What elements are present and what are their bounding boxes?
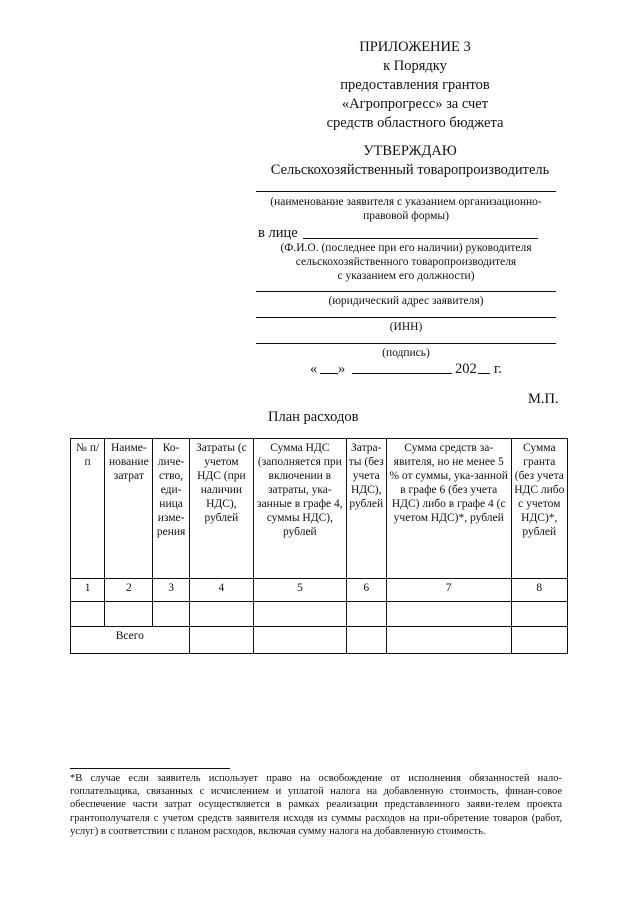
sign-caption: (подпись): [382, 347, 430, 359]
total-cell[interactable]: [189, 627, 253, 654]
table-header-row: [71, 439, 568, 579]
stamp-mark: М.П.: [528, 391, 559, 407]
address-caption: (юридический адрес заявителя): [328, 295, 484, 307]
header-quantity: Ко-личе-ство, еди-ница изме-рения: [153, 439, 189, 579]
header-grant-amount: Сумма гранта (без учета НДС либо с учетом НДС)*, рублей: [511, 439, 567, 579]
table-cell[interactable]: [105, 602, 153, 627]
appendix-title: ПРИЛОЖЕНИЕ 3: [359, 39, 471, 55]
total-cell[interactable]: [511, 627, 567, 654]
name-caption: (наименование заявителя с указанием организационно-правовой формы): [270, 196, 542, 222]
header-vat-amount: Сумма НДС (заполняется при включении в затраты, ука-занные в графе 4, суммы НДС), рублей: [254, 439, 347, 579]
name-line: [256, 191, 556, 192]
table-cell[interactable]: [346, 602, 386, 627]
footnote-text: *В случае если заявитель использует право на освобождение от исполнения обязанностей нало-гоплательщика, связанных с исчислением и уплатой налога на добавленную стоимость, финан-совое обеспечение части затрат осуществляется в рамках реализации представленного заяви-телем проекта грантополучателя с учетом средств заявителя исходя из суммы расходов на при-обретение товаров (работ, услуг) в соответствии с планом расходов, включая сумму налога на добавленную стоимость.: [70, 773, 562, 837]
table-cell[interactable]: [189, 602, 253, 627]
appendix-block: [300, 38, 530, 133]
header-costs-without-vat: Затра-ты (без учета НДС), рублей: [346, 439, 386, 579]
column-number: 5: [254, 579, 347, 602]
approve-who: Сельскохозяйственный товаропроизводитель: [270, 162, 550, 178]
address-line: [256, 291, 556, 292]
header-costs-with-vat: Затраты (с учетом НДС (при наличии НДС), рублей: [189, 439, 253, 579]
date-close-quote: »: [338, 361, 346, 377]
date-month-line: [352, 373, 452, 374]
total-cell[interactable]: [386, 627, 511, 654]
footnote-separator: [70, 768, 230, 769]
column-number: 8: [511, 579, 567, 602]
total-row: [71, 627, 568, 654]
column-number: 1: [71, 579, 105, 602]
fio-caption-line: с указанием его должности): [337, 270, 475, 282]
date-open-quote: «: [310, 361, 318, 377]
fio-caption-line: (Ф.И.О. (последнее при его наличии) руководителя: [280, 242, 532, 254]
table-row: [71, 602, 568, 627]
appendix-line: к Порядку: [383, 58, 447, 74]
fio-caption-line: сельскохозяйственного товаропроизводителя: [295, 256, 517, 268]
approve-title: УТВЕРЖДАЮ: [363, 143, 457, 159]
table-cell[interactable]: [71, 602, 105, 627]
inn-caption: (ИНН): [389, 321, 423, 333]
date-year-suffix: г.: [494, 361, 502, 377]
appendix-line: «Агропрогресс» за счет: [341, 96, 489, 112]
total-cell[interactable]: [346, 627, 386, 654]
expense-plan-table: [70, 438, 568, 654]
column-number: 6: [346, 579, 386, 602]
total-cell[interactable]: [254, 627, 347, 654]
approve-block: [250, 142, 570, 180]
fio-caption: [256, 241, 556, 283]
date-day-line: [320, 373, 338, 374]
column-number: 3: [153, 579, 189, 602]
header-cost-name: Наиме-нование затрат: [105, 439, 153, 579]
column-number: 2: [105, 579, 153, 602]
appendix-line: средств областного бюджета: [326, 115, 504, 131]
total-label: Всего: [71, 627, 190, 654]
column-number: 7: [386, 579, 511, 602]
table-cell[interactable]: [254, 602, 347, 627]
sign-line: [256, 343, 556, 344]
date-year-line: [478, 373, 490, 374]
date-year: 202: [455, 361, 477, 377]
header-number: № п/п: [71, 439, 105, 579]
table-cell[interactable]: [511, 602, 567, 627]
column-number: 4: [189, 579, 253, 602]
appendix-line: предоставления грантов: [340, 77, 490, 93]
table-cell[interactable]: [386, 602, 511, 627]
column-number-row: [71, 579, 568, 602]
plan-title: План расходов: [268, 409, 359, 425]
header-applicant-funds: Сумма средств за-явителя, но не менее 5 % от суммы, ука-занной в графе 6 (без учета НДС) либо в графе 4 (с учетом НДС)*, рублей: [386, 439, 511, 579]
inn-line-top: [256, 317, 556, 318]
in-person-label: в лице: [258, 225, 298, 241]
in-person-line: [303, 238, 538, 239]
table-cell[interactable]: [153, 602, 189, 627]
